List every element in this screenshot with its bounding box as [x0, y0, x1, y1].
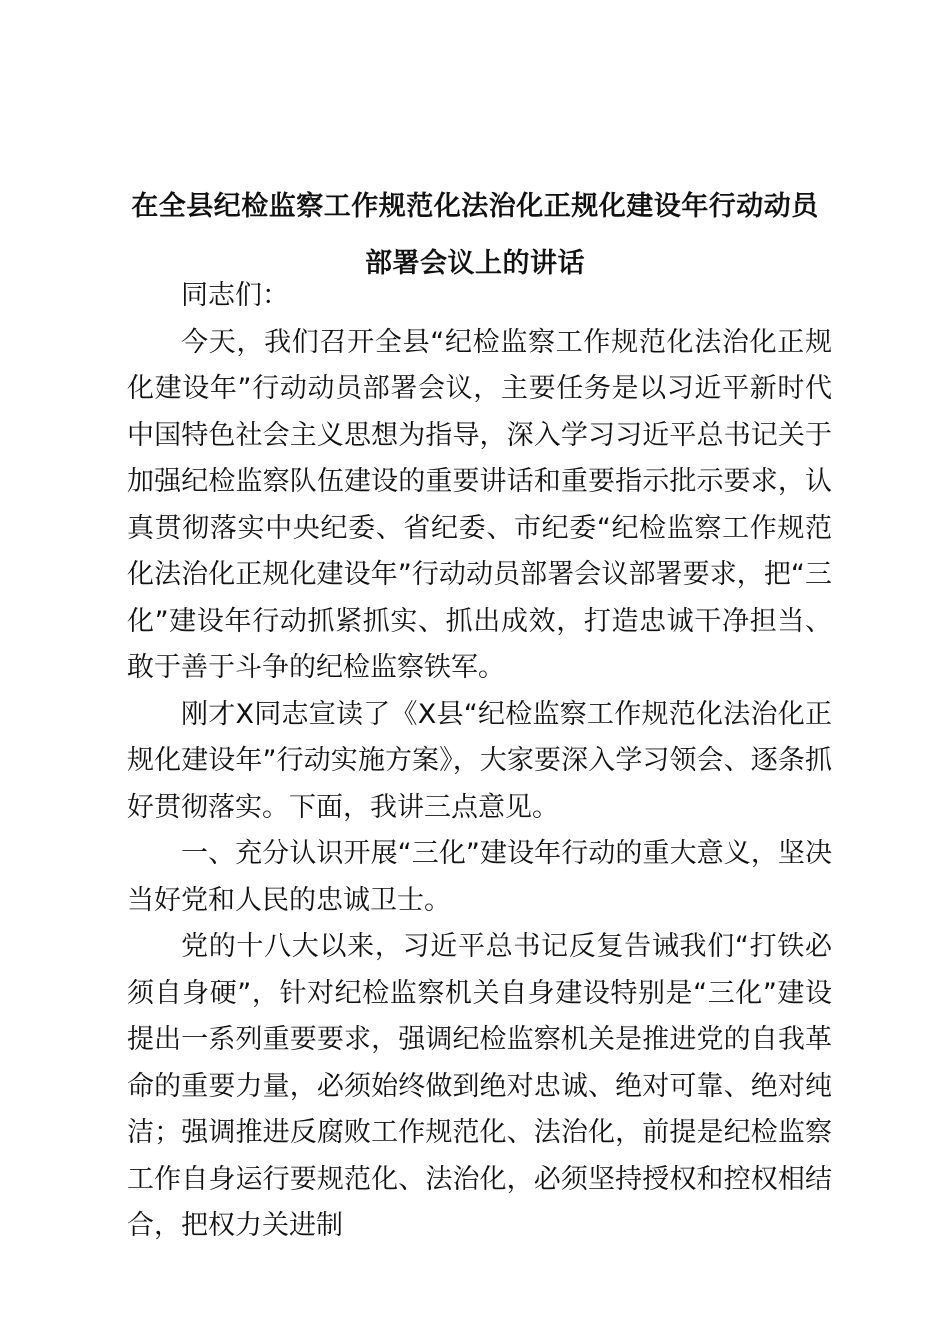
paragraph: 党的十八大以来，习近平总书记反复告诫我们“打铁必须自身硬”，针对纪检监察机关自身建设特别是“三化”建设提出一系列重要要求，强调纪检监察机关是推进党的自我革命的重要力量，必须始终做到绝对忠诚、绝对可靠、绝对纯洁；强调推进反腐败工作规范化、法治化，前提是纪检监察工作自身运行要规范化、法治化，必须坚持授权和控权相结合，把权力关进制: [127, 931, 832, 1241]
paragraph: 刚才X同志宣读了《X县“纪检监察工作规范化法治化正规化建设年”行动实施方案》，大家要深入学习领会、逐条抓好贯彻落实。下面，我讲三点意见。: [127, 698, 832, 823]
paragraph-salutation: 同志们：: [181, 280, 289, 311]
document-title: 在全县纪检监察工作规范化法治化正规化建设年行动动员部署会议上的讲话: [131, 191, 819, 279]
paragraph: 今天，我们召开全县“纪检监察工作规范化法治化正规化建设年”行动动员部署会议，主要任务是以习近平新时代中国特色社会主义思想为指导，深入学习习近平总书记关于加强纪检监察队伍建设的重要讲话和重要指示批示要求，认真贯彻落实中央纪委、省纪委、市纪委“纪检监察工作规范化法治化正规化建设年”行动动员部署会议部署要求，把“三化”建设年行动抓紧抓实、抓出成效，打造忠诚干净担当、敢于善于斗争的纪检监察铁军。: [127, 326, 832, 683]
section-heading: 一、充分认识开展“三化”建设年行动的重大意义，坚决当好党和人民的忠诚卫士。: [127, 838, 832, 916]
document-body: [127, 273, 832, 1250]
